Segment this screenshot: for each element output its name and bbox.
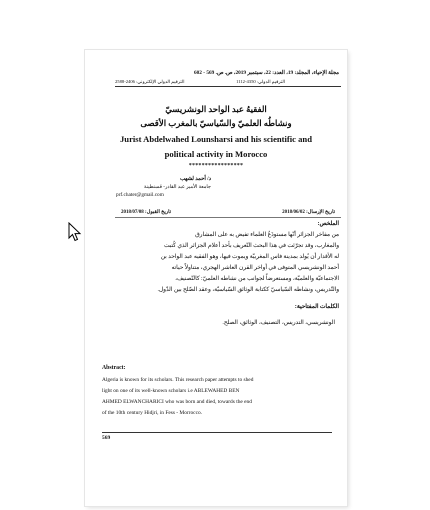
english-title-line-1: Jurist Abdelwahed Lounsharsi and his scientific and [120,134,312,144]
abstract-line: light on one of its well-known scholars i.e ABLEWAHED BEN [102,388,240,394]
abstract-line: Algeria is known for its scholars. This research paper attempts to shed [102,377,254,383]
mouse-pointer-icon [68,222,82,242]
abstract-line: AHMED ELWANCHARICI who was born and died, towards the end [102,399,252,405]
footer-divider [102,432,332,433]
date-accepted: تاريخ القبول: 2018/07/08 [121,210,172,215]
issn-online: الترقيم الدولي الإلكتروني: 2406-2588 [115,79,185,84]
summary-line: من مفاخر الجزائر أنّها مستودَعُ العلماء تفيض به على المشارق [195,232,339,238]
title-separator-stars: ***************** [188,163,244,169]
summary-line: والتّدريس، ونشاطه السّياسيّ ككتابة الوثائق السّياسيّة، وعقد الصّلح بين الدّول. [157,287,339,293]
journal-citation: مجلة الإحياء، المجلد: 19، العدد: 22، سبتمبر 2019، ص. ص. 569 - 602 [193,70,339,76]
arabic-title-line-1: الفقيهُ عبد الواحد الونشريسيّ [165,104,267,114]
date-sent: تاريخ الإرسال: 2018/06/02 [282,210,335,215]
arabic-title-line-2: ونشاطُه العلميّ والسّياسيّ بالمغرب الأقصى [140,118,292,128]
abstract-heading: Abstract: [102,365,126,371]
keywords-text: الونشريسي، التدريس، التصنيف، الوثائق، الصلح. [222,320,335,326]
english-title-line-2: political activity in Morocco [164,149,268,159]
abstract-line: of the 10th century Hidjri, in Fess - Morrocco. [102,410,203,416]
keywords-heading: الكلمات المفتاحية: [294,304,339,310]
summary-line: الاجتماعيّة والعلميّة، ومستعرضاً لجوانب من نشاطه العلميّ: كالتّصنيف، [175,276,339,282]
dates-divider [115,217,341,218]
author-email[interactable]: prf.chater@gmail.com [116,192,164,198]
paper-page [85,50,347,506]
summary-line: له الأقدار أن يُولد بمدينة فاس المغربيّة ويموت فيها، وهو الفقيه عبد الواحد بن [160,254,339,260]
summary-heading: الملخص: [317,221,339,227]
issn-print: الترقيم الدولي: 4350-1112 [236,79,285,84]
author-affiliation: جامعة الأمير عبد القادر- قسنطينة [143,185,211,190]
author-name: د/ أحمد لشهب [179,176,211,182]
page-number: 569 [102,435,111,441]
summary-line: والمغارب، وقد تجرّئت في هذا البحث التّعريف بأحد أعلام الجزائر الذي كُتبت [163,243,339,249]
header-divider [115,86,341,87]
summary-line: أحمد الونشريسي المتوفى في أواخر القرن العاشر الهجري، متناولاً حياته [171,265,339,271]
